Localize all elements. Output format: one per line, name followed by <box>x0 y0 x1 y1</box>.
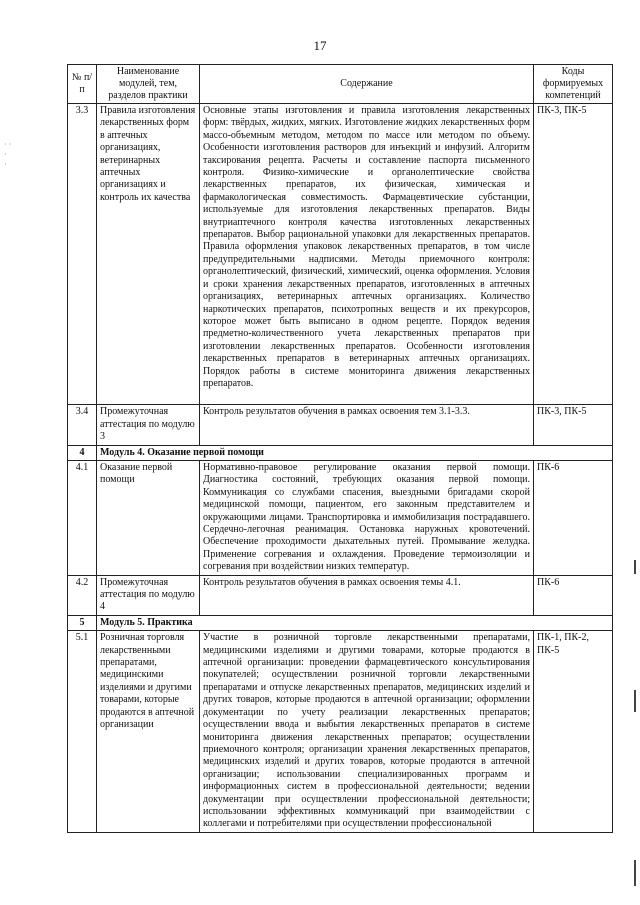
scan-edge-mark <box>634 690 636 712</box>
table-row <box>68 405 613 445</box>
row-codes: ПК-1, ПК-2, ПК-5 <box>534 631 613 833</box>
table-header-row <box>68 65 613 104</box>
header-num: № п/п <box>68 65 97 104</box>
header-codes: Коды формируемых компетенций <box>534 65 613 104</box>
module-num: 5 <box>68 615 97 630</box>
curriculum-table <box>67 64 613 833</box>
scan-edge-mark <box>634 860 636 886</box>
row-content: Участие в розничной торговле лекарственными препаратами, медицинскими изделиями и другими товарами, которые продаются в аптечной организации: проведении фармацевтического консультирования покупателей; осуществлении розничной торговли лекарственными препаратами и отпуске лекарственных препаратов, медицинских изделий и других товаров, которые продаются в аптечной организации; оформлении документации по учету реализации лекарственных препаратов; осуществлении ввода и выбытия лекарственных препаратов в системе мониторинга движения лекарственных препаратов; осуществлении приемочного контроля; организации хранения лекарственных препаратов, медицинских изделий и других товаров, которые продаются в аптечной организации; использовании специализированных программ и информационных систем в профессиональной деятельности; ведении документации при осуществлении профессиональной деятельности; использовании эффективных коммуникаций при взаимодействии с коллегами и потребителями при осуществлении профессиональной <box>200 631 534 833</box>
row-codes: ПК-6 <box>534 460 613 575</box>
header-content: Содержание <box>200 65 534 104</box>
row-num: 4.1 <box>68 460 97 575</box>
row-num: 3.4 <box>68 405 97 445</box>
row-num: 5.1 <box>68 631 97 833</box>
table-row <box>68 575 613 615</box>
row-codes: ПК-6 <box>534 575 613 615</box>
module-row <box>68 445 613 460</box>
table-row <box>68 460 613 575</box>
module-title: Модуль 5. Практика <box>97 615 613 630</box>
module-title: Модуль 4. Оказание первой помощи <box>97 445 613 460</box>
row-codes: ПК-3, ПК-5 <box>534 104 613 405</box>
row-codes: ПК-3, ПК-5 <box>534 405 613 445</box>
row-name: Розничная торговля лекарственными препаратами, медицинскими изделиями и другими товарами, которые продаются в аптечной организации <box>97 631 200 833</box>
table-row <box>68 631 613 833</box>
page-number: 17 <box>313 38 327 53</box>
row-num: 4.2 <box>68 575 97 615</box>
row-content: Контроль результатов обучения в рамках освоения тем 3.1-3.3. <box>200 405 534 445</box>
module-row <box>68 615 613 630</box>
scan-margin-artifacts: · · · · <box>4 140 12 169</box>
row-num: 3.3 <box>68 104 97 405</box>
row-content: Контроль результатов обучения в рамках освоения темы 4.1. <box>200 575 534 615</box>
header-name: Наименование модулей, тем, разделов практики <box>97 65 200 104</box>
module-num: 4 <box>68 445 97 460</box>
table-row <box>68 104 613 405</box>
scan-edge-mark <box>634 560 636 574</box>
row-name: Промежуточная аттестация по модулю 4 <box>97 575 200 615</box>
row-content: Нормативно-правовое регулирование оказания первой помощи. Диагностика состояний, требующих оказания первой помощи. Коммуникация со службами спасения, выездными бригадами скорой медицинской помощи, пациентом, его законным представителем и окружающими лицами. Транспортировка и иммобилизация пострадавшего. Сердечно-легочная реанимация. Остановка наружных кровотечений. Обеспечение проходимости дыхательных путей. Промывание желудка. Применение согревания и охлаждения. Проведение термоизоляции и согревания при воздействии низких температур. <box>200 460 534 575</box>
row-name: Правила изготовления лекарственных форм в аптечных организациях, ветеринарных аптечных организациях и контроль их качества <box>97 104 200 405</box>
row-name: Оказание первой помощи <box>97 460 200 575</box>
row-content: Основные этапы изготовления и правила изготовления лекарственных форм: твёрдых, жидких, мягких. Изготовление жидких лекарственных форм массо-объемным методом, методом по массе или методом по объему. Особенности изготовления растворов для инъекций и инфузий. Алгоритм таксирования рецепта. Расчеты и составление паспорта письменного контроля. Физико-химические и органолептические свойства лекарственных препаратов, их физическая, химическая и фармакологическая совместимость. Фармацевтические субстанции, используемые для изготовления лекарственных препаратов. Виды внутриаптечного контроля качества изготовленных лекарственных препаратов. Выбор рациональной упаковки для лекарственных препаратов. Правила оформления упаковок лекарственных препаратов, в том числе предупредительными надписями. Методы приемочного контроля: органолептический, физический, химический, оценка оформления. Условия и сроки хранения лекарственных препаратов, изготовленных в аптечных организациях, ветеринарных аптечных организациях. Количество наркотических препаратов, психотропных веществ и их прекурсоров, которое может быть выписано в одном рецепте. Порядок ведения предметно-количественного учета лекарственных препаратов при изготовлении лекарственных препаратов. Особенности изготовления лекарственных препаратов в ветеринарных аптечных организациях. Порядок работы в системе мониторинга движения лекарственных препаратов. <box>200 104 534 405</box>
row-name: Промежуточная аттестация по модулю 3 <box>97 405 200 445</box>
